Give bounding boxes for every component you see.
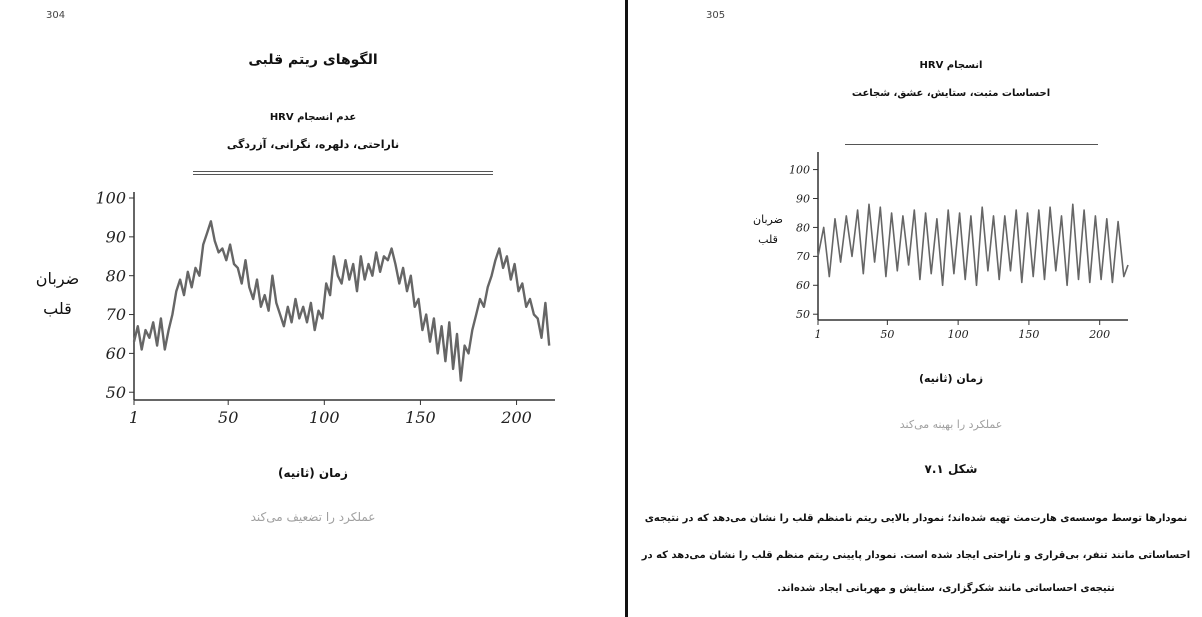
x-tick-label: 150 [1018,328,1040,341]
y-axis-label-line2: قلب [43,299,72,318]
emotions-line: ناراحتی، دلهره، نگرانی، آزردگی [226,138,400,151]
figure-caption: عملکرد را بهینه می‌کند [899,418,1003,431]
figure-label: شکل ۷.۱ [924,462,978,476]
y-tick-label: 100 [789,163,810,177]
y-tick-label: 80 [105,266,126,286]
page-title: الگوهای ریتم قلبی [248,52,378,68]
figure-caption: عملکرد را تضعیف می‌کند [250,510,376,524]
y-tick-label: 70 [796,250,810,264]
page-title: انسجام HRV [919,60,983,71]
right-page [630,0,1202,617]
paragraph-line-1: نمودارها توسط موسسه‌ی هارت‌مث تهیه شده‌اند؛ نمودار بالایی ریتم نامنظم قلب را نشان می‌دهد که در نتیجه‌ی [644,513,1188,524]
heart-rate-series-line [818,204,1128,285]
x-tick-label: 200 [501,408,532,427]
x-tick-label: 150 [405,408,436,427]
x-tick-label: 100 [309,408,340,427]
x-tick-label: 1 [128,408,140,427]
x-axis-label: زمان (ثانیه) [918,372,984,385]
y-tick-label: 50 [105,382,126,402]
y-tick-label: 70 [105,305,126,325]
y-tick-label: 90 [105,227,126,247]
y-tick-label: 80 [796,221,810,235]
y-tick-label: 60 [105,343,126,363]
x-tick-label: 200 [1089,328,1111,341]
paragraph-line-3: نتیجه‌ی احساساتی مانند شکرگزاری، ستایش و مهربانی ایجاد شده‌اند. [777,583,1115,594]
page-divider [625,0,628,617]
heart-rate-series-line [134,221,549,380]
y-axis-label-line1: ضربان [35,269,80,288]
chart-regular [630,0,1202,617]
page-number: 304 [46,10,66,21]
page-number: 305 [706,10,726,21]
x-tick-label: 50 [218,408,239,427]
y-tick-label: 100 [95,188,126,208]
y-axis-label-line1: ضربان [753,213,783,226]
y-tick-label: 50 [796,308,810,322]
x-axis-label: زمان (ثانیه) [278,466,348,480]
emotions-line: احساسات مثبت، ستایش، عشق، شجاعت [851,88,1051,99]
x-tick-label: 100 [947,328,969,341]
y-tick-label: 90 [796,192,810,206]
paragraph-line-2: احساساتی مانند تنفر، بی‌قراری و ناراحتی ایجاد شده است. نمودار پایینی ریتم منظم قلب را نشان می‌دهد که در [641,550,1191,561]
y-tick-label: 60 [796,279,810,293]
x-tick-label: 1 [814,328,822,341]
y-axis-label-line2: قلب [758,233,778,246]
chart-subtitle: عدم انسجام HRV [269,112,357,123]
x-tick-label: 50 [880,328,895,341]
